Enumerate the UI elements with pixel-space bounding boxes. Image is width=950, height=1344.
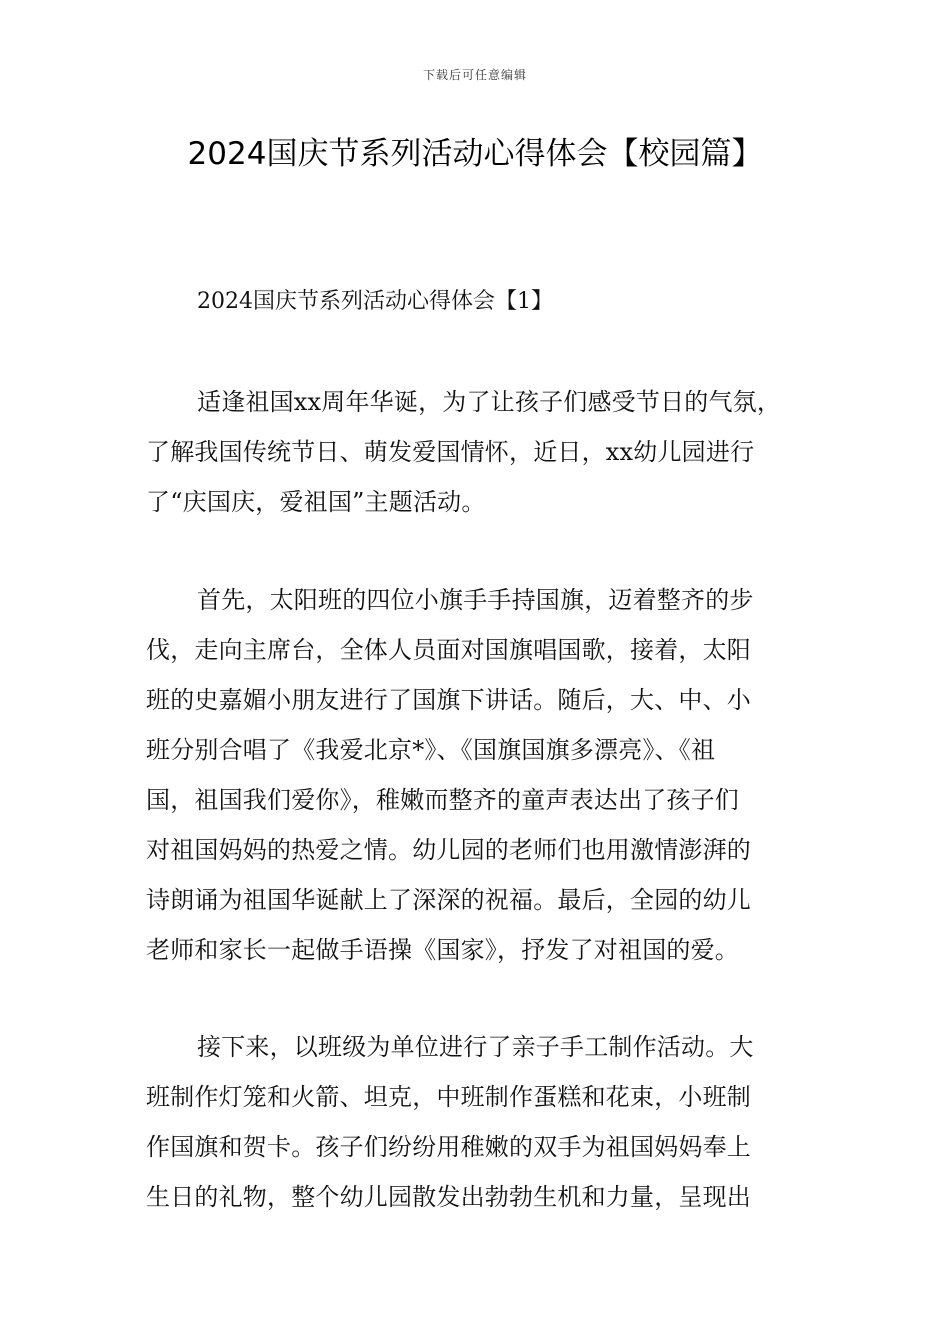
- paragraph-line: 生日的礼物，整个幼儿园散发出勃勃生机和力量，呈现出: [146, 1183, 751, 1211]
- header-note: 下载后可任意编辑: [422, 68, 527, 82]
- paragraph: [146, 377, 816, 527]
- paragraph-line: 适逢祖国xx周年华诞，为了让孩子们感受节日的气氛，: [197, 388, 782, 416]
- paragraph-line: 首先，太阳班的四位小旗手手持国旗，迈着整齐的步: [197, 586, 754, 614]
- paragraph-line: 老师和家长一起做手语操《国家》，抒发了对祖国的爱。: [146, 936, 739, 964]
- paragraph-line: 班分别合唱了《我爱北京*》、《国旗国旗多漂亮》、《祖: [146, 736, 716, 764]
- paragraph-line: 诗朗诵为祖国华诞献上了深深的祝福。最后，全园的幼儿: [146, 886, 751, 914]
- paragraph-line: 伐，走向主席台，全体人员面对国旗唱国歌，接着，太阳: [146, 636, 751, 664]
- paragraph: [146, 575, 816, 975]
- paragraph-line: 班的史嘉媚小朋友进行了国旗下讲话。随后，大、中、小: [146, 686, 751, 714]
- paragraph-line: 接下来，以班级为单位进行了亲子手工制作活动。大: [197, 1033, 754, 1061]
- paragraph-line: 了解我国传统节日、萌发爱国情怀，近日，xx幼儿园进行: [146, 438, 755, 466]
- paragraph-line: 了“庆国庆，爱祖国”主题活动。: [146, 488, 486, 516]
- paragraph-line: 作国旗和贺卡。孩子们纷纷用稚嫩的双手为祖国妈妈奉上: [146, 1133, 751, 1161]
- document-title: 2024国庆节系列活动心得体会【校园篇】: [187, 136, 763, 172]
- section-heading: 2024国庆节系列活动心得体会【1】: [197, 289, 553, 314]
- paragraph-line: 班制作灯笼和火箭、坦克，中班制作蛋糕和花束，小班制: [146, 1083, 751, 1111]
- paragraph-line: 国，祖国我们爱你》，稚嫩而整齐的童声表达出了孩子们: [146, 786, 739, 814]
- paragraph-line: 对祖国妈妈的热爱之情。幼儿园的老师们也用激情澎湃的: [146, 836, 751, 864]
- paragraph: [146, 1022, 816, 1222]
